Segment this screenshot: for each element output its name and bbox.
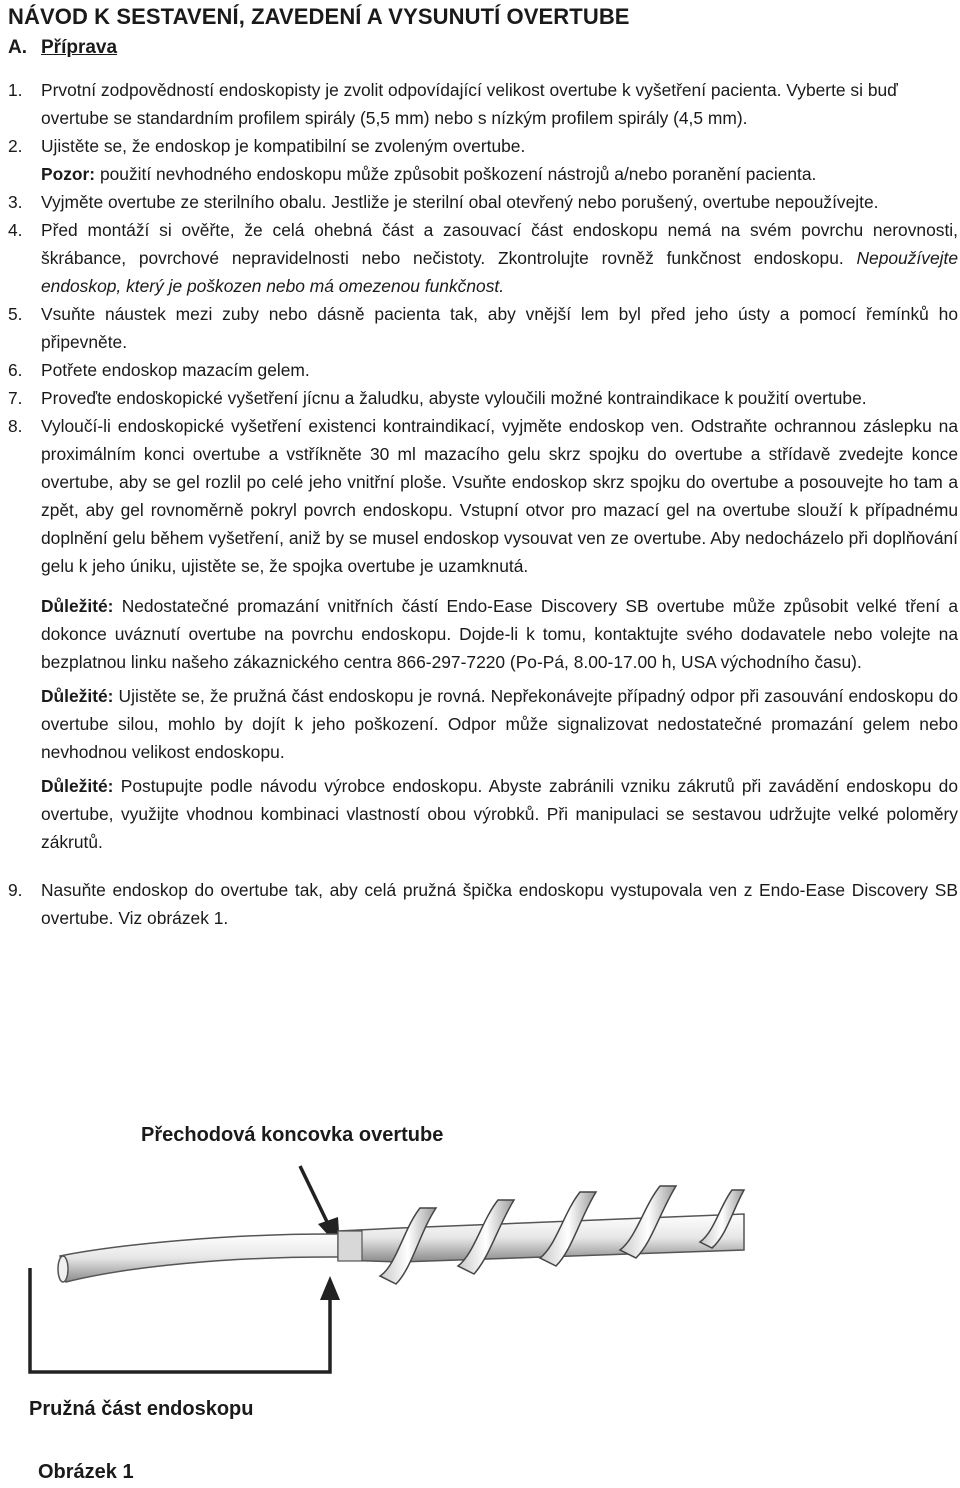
section-heading — [8, 34, 958, 62]
step-text: Vyloučí-li endoskopické vyšetření existenci kontraindikací, vyjměte endoskop ven. Odstraňte ochrannou záslepku na proximálním konci overtube a vstříkněte 30 ml mazacího gelu skrz spojku do overtube a střídavě zvedejte konce overtube, aby se gel rozlil po celé jeho vnitřní ploše. Vsuňte endoskop skrz spojku do overtube a posouvejte ho tam a zpět, aby gel rovnoměrně pokryl povrch endoskopu. Vstupní otvor pro mazací gel na overtube slouží k případnému doplnění gelu během vyšetření, aniž by se musel endoskop vysouvat ven ze overtube. Aby nedocházelo při doplňování gelu k jeho úniku, ujistěte se, že spojka overtube je uzamknutá. — [41, 416, 958, 576]
step-text: Vyjměte overtube ze sterilního obalu. Jestliže je sterilní obal otevřený nebo porušený, overtube nepoužívejte. — [41, 192, 879, 212]
step-number: 9. — [8, 880, 23, 900]
step-text — [41, 216, 958, 300]
step-6 — [8, 356, 958, 384]
step-text: Potřete endoskop mazacím gelem. — [41, 360, 310, 380]
bracket-flexible-part — [30, 1268, 340, 1372]
important-label: Důležité: — [41, 596, 114, 616]
figure-caption: Obrázek 1 — [38, 1461, 134, 1483]
caution-label: Pozor: — [41, 164, 96, 184]
important-label: Důležité: — [41, 686, 114, 706]
caution-note — [41, 160, 958, 188]
step-5 — [8, 300, 958, 356]
step-number: 5. — [8, 304, 23, 324]
step-text-italic: Nepoužívejte endoskop, který je poškozen nebo má omezenou funkčnost. — [41, 248, 958, 296]
step-number: 8. — [8, 416, 23, 436]
step-4 — [8, 216, 958, 300]
label-flexible-part: Pružná část endoskopu — [29, 1398, 254, 1420]
step-text: Proveďte endoskopické vyšetření jícnu a žaludku, abyste vyloučili možné kontraindikace k použití overtube. — [41, 388, 867, 408]
steps-list — [8, 76, 958, 932]
important-text: Postupujte podle návodu výrobce endoskopu. Abyste zabránili vzniku zákrutů při zavádění endoskopu do overtube, využijte vhodnou kombinaci vlastností obou výrobků. Při manipulaci se sestavou udržujte velké poloměry zákrutů. — [41, 776, 958, 852]
step-number: 1. — [8, 80, 23, 100]
caution-text: použití nevhodného endoskopu může způsobit poškození nástrojů a/nebo poranění pacienta. — [95, 164, 817, 184]
important-note-2 — [41, 682, 958, 766]
step-number: 6. — [8, 360, 23, 380]
step-1 — [8, 76, 958, 132]
step-3 — [8, 188, 958, 216]
step-9 — [8, 876, 958, 932]
step-number: 4. — [8, 220, 23, 240]
step-number: 2. — [8, 136, 23, 156]
step-2 — [8, 132, 958, 188]
step-text: Ujistěte se, že endoskop je kompatibilní se zvoleným overtube. — [41, 136, 526, 156]
step-text: Nasuňte endoskop do overtube tak, aby celá pružná špička endoskopu vystupovala ven z Endo-Ease Discovery SB overtube. Viz obrázek 1. — [41, 880, 958, 928]
step-text: Vsuňte náustek mezi zuby nebo dásně pacienta tak, aby vnější lem byl před jeho ústy a pomocí řemínků ho připevněte. — [41, 304, 958, 352]
step-text-main: Před montáží si ověřte, že celá ohebná část a zasouvací část endoskopu nemá na svém povrchu nerovnosti, škrábance, povrchové nepravidelnosti nebo nečistoty. Zkontrolujte rovněž funkčnost endoskopu. — [41, 220, 958, 268]
section-letter: A. — [8, 37, 27, 58]
section-label: Příprava — [41, 37, 118, 58]
document-page — [8, 2, 958, 932]
step-8 — [8, 412, 958, 868]
step-number: 3. — [8, 192, 23, 212]
step-text: Prvotní zodpovědností endoskopisty je zvolit odpovídající velikost overtube k vyšetření pacienta. Vyberte si buď overtube se standardním profilem spirály (5,5 mm) nebo s nízkým profilem spirály (4,5 mm). — [41, 80, 898, 128]
document-title: NÁVOD K SESTAVENÍ, ZAVEDENÍ A VYSUNUTÍ OVERTUBE — [8, 4, 630, 29]
step-7 — [8, 384, 958, 412]
important-text: Nedostatečné promazání vnitřních částí Endo-Ease Discovery SB overtube může způsobit velké tření a dokonce uváznutí overtube na povrchu endoskopu. Dojde-li k tomu, kontaktujte svého dodavatele nebo volejte na bezplatnou linku našeho zákaznického centra 866-297-7220 (Po-Pá, 8.00-17.00 h, USA východního času). — [41, 596, 958, 672]
label-transition-tip: Přechodová koncovka overtube — [141, 1124, 444, 1146]
important-text: Ujistěte se, že pružná část endoskopu je rovná. Nepřekonávejte případný odpor při zasouvání endoskopu do overtube silou, mohlo by dojít k jeho poškození. Odpor může signalizovat nedostatečné promazání gelem nebo nevhodnou velikost endoskopu. — [41, 686, 958, 762]
important-label: Důležité: — [41, 776, 114, 796]
endoscope-overtube-illustration — [0, 1116, 960, 1488]
step-number: 7. — [8, 388, 23, 408]
important-note-1 — [41, 592, 958, 676]
endoscope-flexible-tip — [58, 1234, 340, 1282]
figure-1 — [0, 1116, 960, 1488]
important-note-3 — [41, 772, 958, 856]
